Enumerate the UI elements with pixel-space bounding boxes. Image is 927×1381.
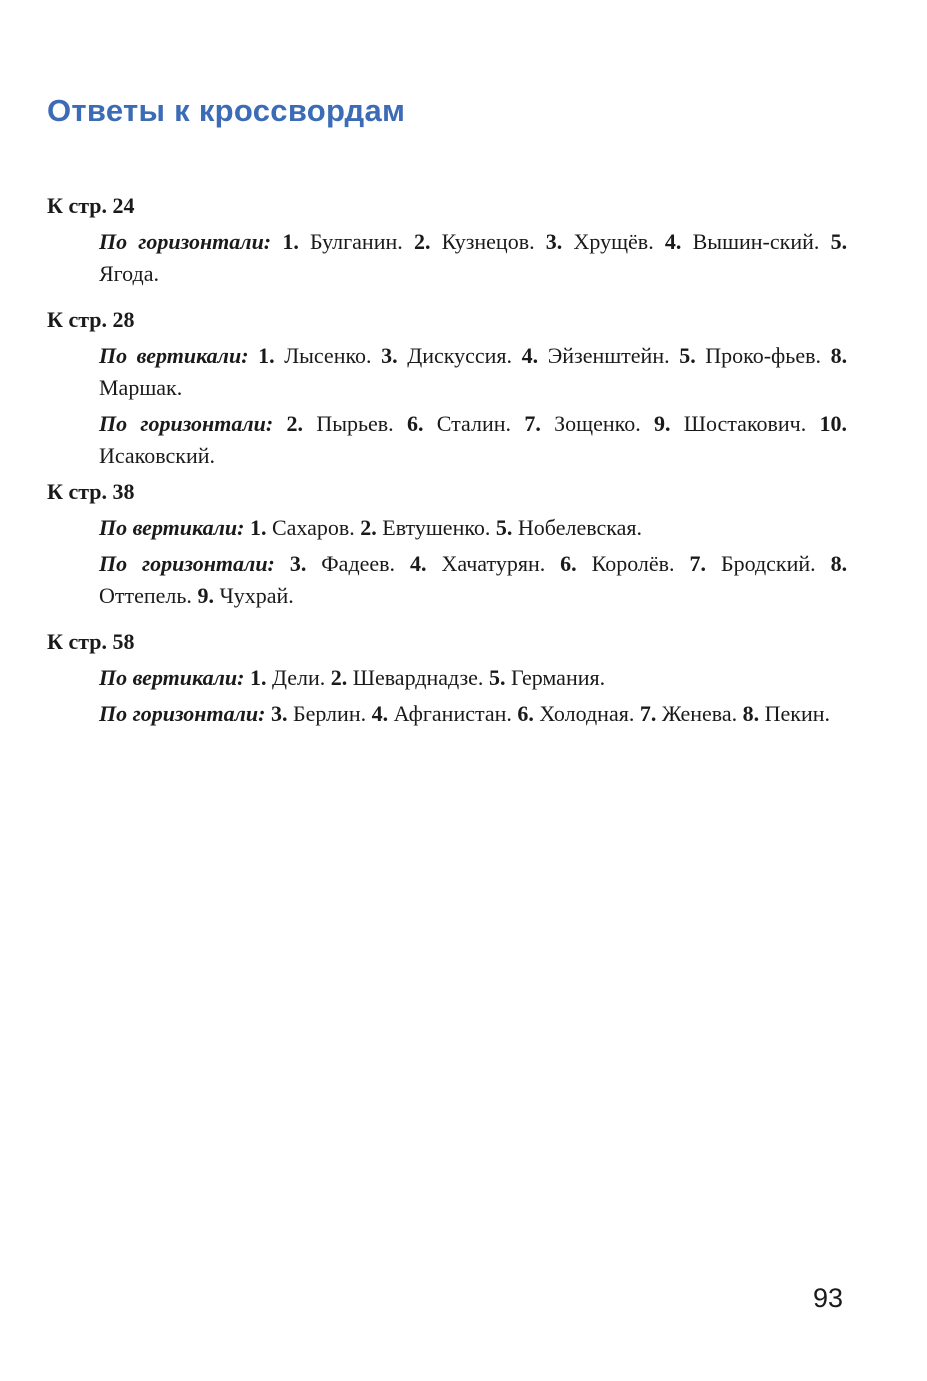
clue-number: 5. [495,515,513,540]
answer-word: Афганистан. [393,701,512,726]
answer-word: Проко-фьев. [705,343,821,368]
clue-number: 5. [830,229,848,254]
answer-word: Дискуссия. [407,343,513,368]
clue-number: 6. [560,551,577,576]
answer-word: Берлин. [292,701,367,726]
answer-word: Исаковский. [99,443,216,468]
direction-label: По вертикали: [99,515,245,540]
clue-number: 5. [488,665,506,690]
answer-word: Маршак. [99,375,183,400]
answer-word: Бродский. [720,551,816,576]
answer-word: Кузнецов. [441,229,535,254]
clue-number: 5. [679,343,696,368]
clue-number: 2. [330,665,348,690]
answer-word: Нобелевская. [517,515,642,540]
section-page-58 [47,626,847,730]
answer-word: Евтушенко. [382,515,491,540]
answer-word: Чухрай. [219,583,294,608]
clue-number: 8. [830,343,848,368]
answer-word: Эйзенштейн. [547,343,670,368]
section-heading: К стр. 24 [47,193,135,218]
answer-entry-vertical [99,340,847,404]
clue-number: 2. [286,411,304,436]
clue-number: 2. [360,515,377,540]
answer-word: Оттепель. [99,583,192,608]
answer-word: Хачатурян. [441,551,546,576]
clue-number: 9. [654,411,671,436]
section-heading: К стр. 28 [47,307,135,332]
clue-number: 4. [521,343,539,368]
clue-number: 8. [742,701,760,726]
clue-number: 1. [249,665,267,690]
clue-number: 8. [830,551,848,576]
answer-word: Германия. [510,665,606,690]
section-page-28 [47,304,847,472]
answer-word: Сахаров. [271,515,355,540]
crossword-answers [47,190,847,734]
answer-word: Шостакович. [683,411,807,436]
answer-entry-vertical [99,512,847,544]
answer-word: Шеварднадзе. [352,665,484,690]
clue-number: 3. [545,229,563,254]
page-title: Ответы к кроссвордам [47,93,406,128]
answer-word: Хрущёв. [573,229,654,254]
answer-word: Сталин. [436,411,512,436]
clue-number: 3. [289,551,307,576]
clue-number: 7. [639,701,657,726]
clue-number: 3. [270,701,288,726]
clue-number: 4. [371,701,389,726]
clue-number: 6. [406,411,424,436]
clue-number: 10. [819,411,848,436]
answer-word: Лысенко. [284,343,372,368]
section-page-38 [47,476,847,612]
answer-word: Ягода. [99,261,159,286]
answer-entry-horizontal [99,408,847,472]
answer-word: Пырьев. [316,411,394,436]
direction-label: По вертикали: [99,665,245,690]
answer-entry-horizontal [99,548,847,612]
section-heading: К стр. 38 [47,479,135,504]
section-page-24 [47,190,847,290]
answer-entry-vertical [99,662,847,694]
direction-label: По горизонтали: [99,551,275,576]
direction-label: По вертикали: [99,343,249,368]
clue-number: 1. [258,343,275,368]
answer-word: Пекин. [764,701,830,726]
page-number: 93 [812,1283,843,1313]
answer-word: Королёв. [591,551,675,576]
clue-number: 4. [664,229,682,254]
answer-word: Вышин-ский. [692,229,820,254]
direction-label: По горизонтали: [99,701,266,726]
section-heading: К стр. 58 [47,629,135,654]
answer-entry-horizontal [99,226,847,290]
answer-word: Женева. [661,701,738,726]
clue-number: 6. [517,701,534,726]
clue-number: 7. [689,551,706,576]
direction-label: По горизонтали: [99,411,274,436]
clue-number: 7. [524,411,541,436]
answer-word: Дели. [271,665,326,690]
direction-label: По горизонтали: [99,229,272,254]
clue-number: 4. [410,551,427,576]
clue-number: 2. [413,229,431,254]
answer-word: Зощенко. [554,411,641,436]
clue-number: 9. [197,583,214,608]
answer-entry-horizontal [99,698,847,730]
clue-number: 1. [249,515,267,540]
clue-number: 1. [282,229,299,254]
clue-number: 3. [381,343,398,368]
answer-word: Фадеев. [321,551,396,576]
answer-word: Холодная. [539,701,635,726]
answer-word: Булганин. [310,229,403,254]
